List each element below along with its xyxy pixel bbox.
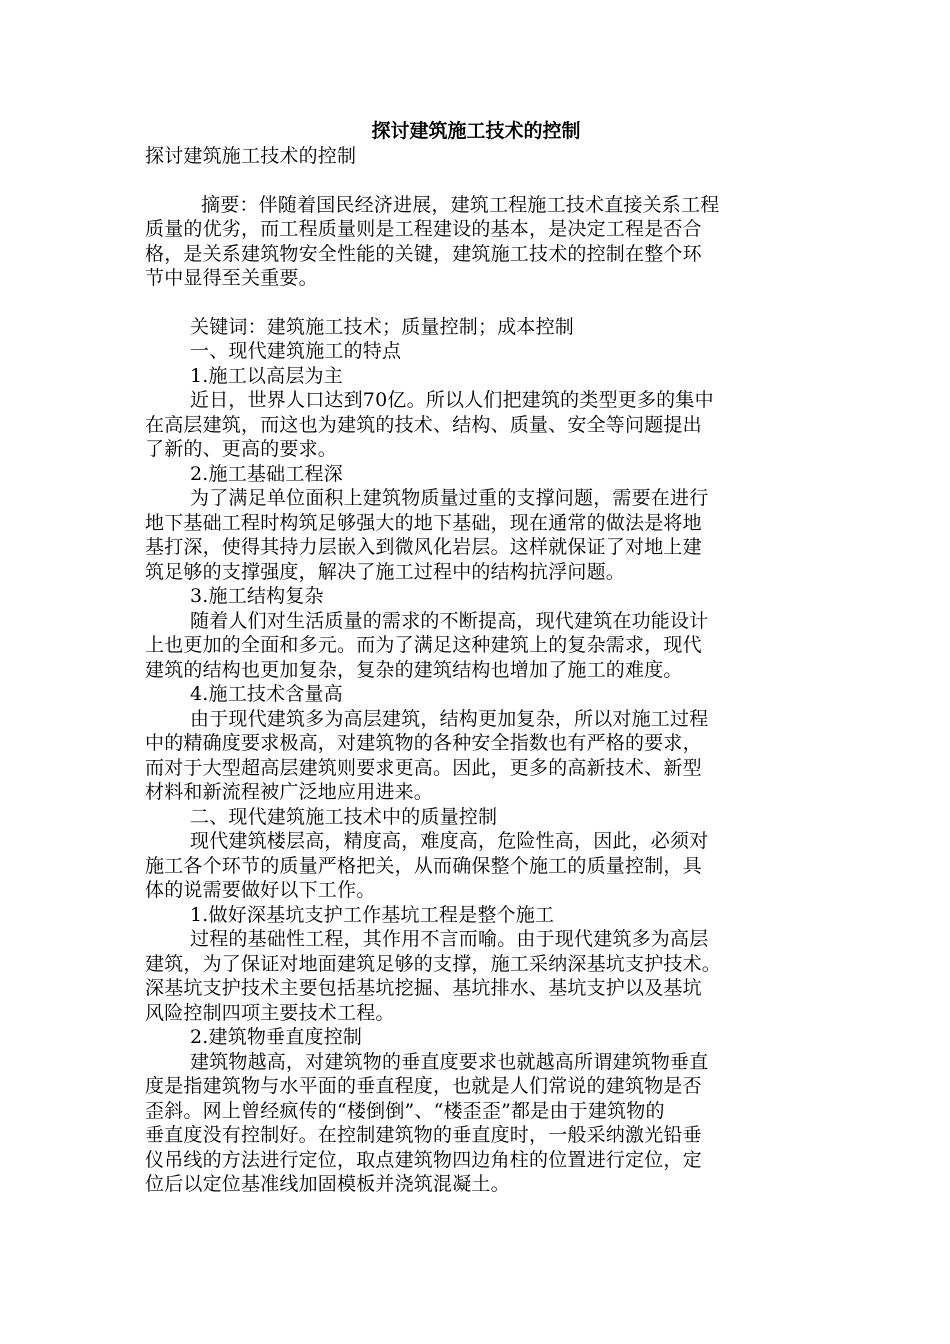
abstract-line: 格，是关系建筑物安全性能的关键，建筑施工技术的控制在整个环 — [145, 242, 702, 265]
body-line: 2.建筑物垂直度控制 — [190, 1026, 363, 1048]
body-line: 1.做好深基坑支护工作基坑工程是整个施工 — [190, 903, 555, 926]
abstract-line: 节中显得至关重要。 — [145, 267, 318, 289]
body-line: 4.施工技术含量高 — [190, 683, 343, 705]
abstract-line: 质量的优劣，而工程质量则是工程建设的基本，是决定工程是否合 — [145, 218, 702, 240]
body-line: 随着人们对生活质量的需求的不断提高，现代建筑在功能设计 — [190, 609, 709, 632]
body-line: 过程的基础性工程，其作用不言而喻。由于现代建筑多为高层 — [190, 928, 709, 950]
body-line: 中的精确度要求极高，对建筑物的各种安全指数也有严格的要求， — [145, 732, 702, 754]
body-line: 垂直度没有控制好。在控制建筑物的垂直度时，一般采纳激光铅垂 — [145, 1124, 702, 1146]
body-line: 材料和新流程被广泛地应用进来。 — [145, 781, 434, 803]
body-line: 建筑，为了保证对地面建筑足够的支撑，施工采纳深基坑支护技术。 — [145, 952, 722, 975]
body-line: 在高层建筑，而这也为建筑的技术、结构、质量、安全等问题提出 — [145, 413, 702, 436]
body-line: 施工各个环节的质量严格把关，从而确保整个施工的质量控制，具 — [145, 854, 702, 877]
body-line: 现代建筑楼层高，精度高，难度高，危险性高，因此，必须对 — [190, 830, 709, 852]
body-text — [145, 315, 807, 1197]
body-line: 一、现代建筑施工的特点 — [190, 340, 402, 362]
body-line: 而对于大型超高层建筑则要求更高。因此，更多的高新技术、新型 — [145, 756, 702, 779]
body-line: 1.施工以高层为主 — [190, 364, 343, 387]
body-line: 上也更加的全面和多元。而为了满足这种建筑上的复杂需求，现代 — [145, 634, 702, 656]
body-line: 度是指建筑物与水平面的垂直程度，也就是人们常说的建筑物是否 — [145, 1075, 702, 1097]
body-line: 仪吊线的方法进行定位，取点建筑物四边角柱的位置进行定位，定 — [145, 1148, 702, 1171]
body-line: 2.施工基础工程深 — [190, 462, 343, 485]
document-subtitle: 探讨建筑施工技术的控制 — [145, 145, 357, 167]
body-line: 关键词：建筑施工技术；质量控制；成本控制 — [190, 315, 575, 338]
paragraph-spacer — [145, 291, 807, 315]
body-line: 歪斜。网上曾经疯传的“楼倒倒”、“楼歪歪”都是由于建筑物的 — [145, 1099, 665, 1122]
body-line: 风险控制四项主要技术工程。 — [145, 1001, 395, 1024]
document-title: 探讨建筑施工技术的控制 — [371, 120, 581, 142]
body-line: 为了满足单位面积上建筑物质量过重的支撑问题，需要在进行 — [190, 487, 709, 509]
body-line: 3.施工结构复杂 — [190, 585, 324, 607]
body-line: 二、现代建筑施工技术中的质量控制 — [190, 805, 498, 828]
body-line: 地下基础工程时构筑足够强大的地下基础，现在通常的做法是将地 — [145, 511, 702, 534]
body-line: 由于现代建筑多为高层建筑，结构更加复杂，所以对施工过程 — [190, 707, 709, 730]
abstract-line: 摘要：伴随着国民经济进展，建筑工程施工技术直接关系工程 — [201, 193, 720, 216]
body-line: 体的说需要做好以下工作。 — [145, 879, 376, 901]
abstract-block — [145, 193, 807, 291]
body-line: 筑足够的支撑强度，解决了施工过程中的结构抗浮问题。 — [145, 560, 626, 583]
body-line: 深基坑支护技术主要包括基坑挖掘、基坑排水、基坑支护以及基坑 — [145, 977, 702, 999]
body-line: 位后以定位基准线加固模板并浇筑混凝土。 — [145, 1173, 510, 1195]
body-line: 了新的、更高的要求。 — [145, 438, 338, 460]
body-line: 建筑的结构也更加复杂，复杂的建筑结构也增加了施工的难度。 — [145, 658, 683, 681]
body-line: 基打深，使得其持力层嵌入到微风化岩层。这样就保证了对地上建 — [145, 536, 702, 558]
document-page — [145, 118, 807, 1197]
body-line: 近日，世界人口达到70亿。所以人们把建筑的类型更多的集中 — [190, 389, 714, 411]
body-line: 建筑物越高，对建筑物的垂直度要求也就越高所谓建筑物垂直 — [190, 1050, 709, 1073]
